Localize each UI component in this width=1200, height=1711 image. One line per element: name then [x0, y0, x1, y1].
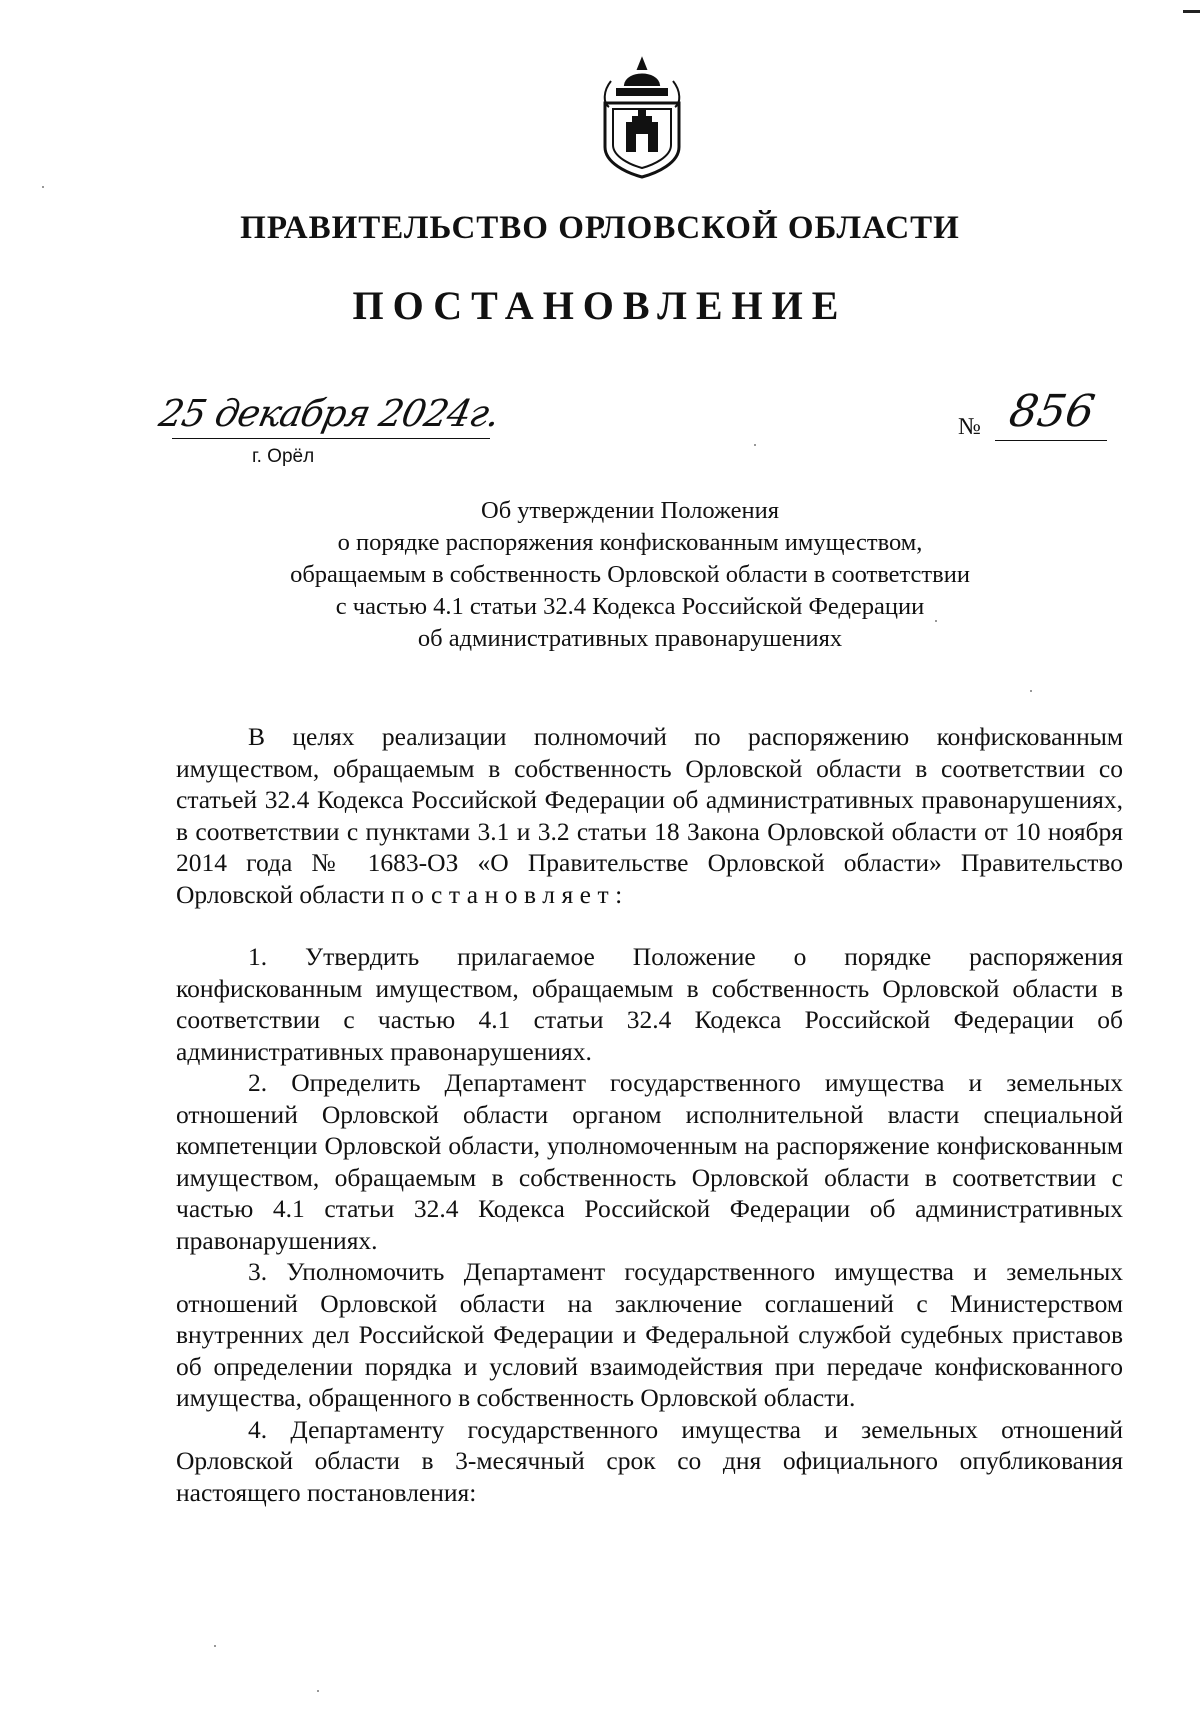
- scan-speck: [1030, 690, 1032, 692]
- title-line: Об утверждении Положения: [481, 497, 779, 524]
- preamble-text: В целях реализации полномочий по распоряжению конфискованным имуществом, обращаемым в собственность Орловской области в соответствии со статьей 32.4 Кодекса Российской Федерации об административных правонарушениях, в соответствии с пунктами 3.1 и 3.2 статьи 18 Закона Орловской области от 10 ноября 2014 года № 1683-ОЗ «О Правительстве Орловской области» Правительство Орловской области: [176, 722, 1123, 909]
- city-label: г. Орёл: [252, 446, 315, 467]
- orel-oblast-coat-of-arms-icon: [597, 55, 687, 180]
- title-line: об административных правонарушениях: [417, 625, 843, 652]
- scan-speck: [754, 444, 756, 446]
- number-underline: [995, 440, 1107, 441]
- list-item: 3. Уполномочить Департамент государственного имущества и земельных отношений Орловской области на заключение соглашений с Министерством внутренних дел Российской Федерации и Федеральной службой судебных приставов об определении порядка и условий взаимодействия при передаче конфискованного имущества, обращенного в собственность Орловской области.: [176, 1257, 1123, 1412]
- number-sign: №: [958, 414, 981, 440]
- list-item: 1. Утвердить прилагаемое Положение о порядке распоряжения конфискованным имуществом, обращаемым в собственность Орловской области в соответствии с частью 4.1 статьи 32.4 Кодекса Российской Федерации об административных правонарушениях.: [176, 942, 1123, 1066]
- scan-speck: [935, 620, 937, 622]
- handwritten-date: 25 декабря 2024г.: [155, 392, 504, 435]
- scan-speck: [42, 186, 44, 188]
- scan-speck: [214, 1645, 216, 1647]
- handwritten-document-number: 856: [1005, 386, 1099, 437]
- list-item: 2. Определить Департамент государственного имущества и земельных отношений Орловской области органом исполнительной власти специальной компетенции Орловской области, уполномоченным на распоряжение конфискованным имуществом, обращаемым в собственность Орловской области в соответствии с частью 4.1 статьи 32.4 Кодекса Российской Федерации об административных правонарушениях.: [176, 1068, 1123, 1255]
- document-body: [176, 721, 1123, 1508]
- organization-name: ПРАВИТЕЛЬСТВО ОРЛОВСКОЙ ОБЛАСТИ: [240, 210, 960, 246]
- decree-word: постановляет:: [391, 879, 629, 909]
- title-line: о порядке распоряжения конфискованным имуществом,: [337, 529, 923, 556]
- document-title: [160, 495, 1100, 655]
- preamble-paragraph: [176, 721, 1123, 910]
- document-type: ПОСТАНОВЛЕНИЕ: [352, 283, 848, 328]
- date-underline: [172, 438, 490, 439]
- title-line: с частью 4.1 статьи 32.4 Кодекса Российской Федерации: [335, 593, 925, 620]
- title-line: обращаемым в собственность Орловской области в соответствии: [290, 561, 970, 588]
- scan-artifact-dash: [1183, 10, 1200, 13]
- scan-speck: [317, 1690, 319, 1692]
- list-item: 4. Департаменту государственного имущества и земельных отношений Орловской области в 3-месячный срок со дня официального опубликования настоящего постановления:: [176, 1414, 1123, 1507]
